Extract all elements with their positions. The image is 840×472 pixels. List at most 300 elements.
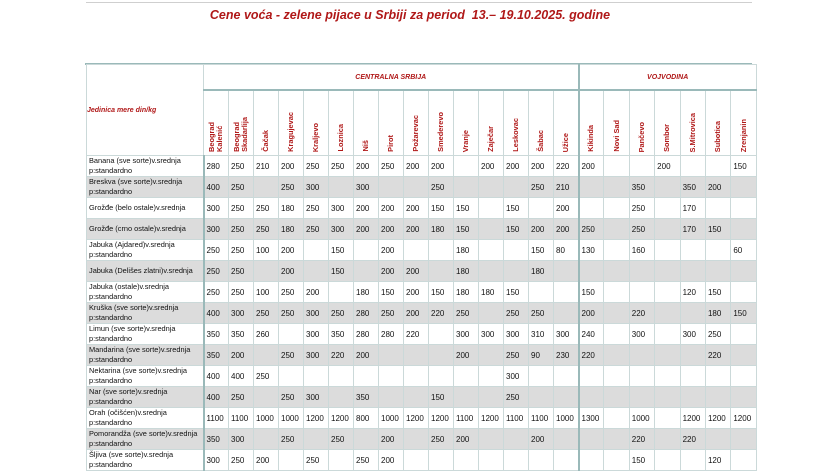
- price-cell: 1200: [479, 408, 504, 429]
- price-cell: [454, 366, 479, 387]
- price-cell: [655, 240, 680, 261]
- price-table: [86, 64, 757, 471]
- price-cell: 1100: [454, 408, 479, 429]
- price-cell: [404, 429, 429, 450]
- price-cell: 1200: [705, 408, 730, 429]
- city-header-label: Subotica: [713, 120, 723, 152]
- price-cell: 240: [579, 324, 604, 345]
- price-cell: 200: [554, 219, 579, 240]
- price-cell: 230: [554, 345, 579, 366]
- price-cell: [329, 366, 354, 387]
- price-cell: [554, 303, 579, 324]
- city-header: [705, 90, 730, 156]
- price-cell: 250: [304, 198, 329, 219]
- price-cell: [731, 450, 756, 471]
- price-cell: 1000: [279, 408, 304, 429]
- table-row: [87, 282, 757, 303]
- price-cell: 250: [279, 345, 304, 366]
- price-cell: [254, 177, 279, 198]
- price-cell: 1100: [504, 408, 529, 429]
- price-cell: 300: [204, 219, 229, 240]
- price-cell: 200: [454, 429, 479, 450]
- price-cell: 100: [254, 240, 279, 261]
- price-cell: [655, 408, 680, 429]
- price-cell: [304, 261, 329, 282]
- price-cell: [529, 366, 554, 387]
- city-header: [204, 90, 229, 156]
- table-row: [87, 324, 757, 345]
- product-label: Banana (sve sorte)v.srednja p:standardno: [87, 156, 204, 177]
- price-cell: 280: [354, 324, 379, 345]
- price-cell: 130: [579, 240, 604, 261]
- price-cell: 400: [204, 177, 229, 198]
- price-cell: [705, 261, 730, 282]
- price-cell: 200: [554, 198, 579, 219]
- price-cell: [680, 156, 705, 177]
- price-cell: 180: [705, 303, 730, 324]
- price-cell: 180: [279, 219, 304, 240]
- city-header: [629, 90, 654, 156]
- price-cell: [404, 387, 429, 408]
- price-cell: 300: [479, 324, 504, 345]
- price-cell: [504, 261, 529, 282]
- price-cell: [404, 366, 429, 387]
- price-cell: 150: [504, 282, 529, 303]
- product-label: Grožđe (belo ostale)v.srednja: [87, 198, 204, 219]
- price-cell: [504, 429, 529, 450]
- price-cell: 350: [329, 324, 354, 345]
- price-cell: 250: [204, 240, 229, 261]
- price-cell: 1000: [254, 408, 279, 429]
- price-cell: [504, 240, 529, 261]
- price-cell: 300: [504, 324, 529, 345]
- price-cell: [429, 324, 454, 345]
- city-header-label: Sombor: [662, 124, 672, 152]
- price-cell: 200: [254, 450, 279, 471]
- price-cell: [604, 198, 629, 219]
- price-cell: 220: [579, 345, 604, 366]
- price-cell: [254, 387, 279, 408]
- price-cell: [479, 387, 504, 408]
- price-cell: 180: [454, 282, 479, 303]
- price-cell: 280: [379, 324, 404, 345]
- city-header: [731, 90, 756, 156]
- price-cell: [304, 366, 329, 387]
- city-header-label: Kraljevo: [311, 122, 320, 152]
- price-cell: 210: [554, 177, 579, 198]
- price-cell: 200: [379, 429, 404, 450]
- price-cell: [731, 261, 756, 282]
- price-cell: 80: [554, 240, 579, 261]
- price-cell: [579, 450, 604, 471]
- price-cell: 250: [254, 303, 279, 324]
- price-cell: 300: [204, 198, 229, 219]
- price-cell: 150: [529, 240, 554, 261]
- product-label: Šljiva (sve sorte)v.srednja p:standardno: [87, 450, 204, 471]
- product-label: Jabuka (Ajdared)v.srednja p:standardno: [87, 240, 204, 261]
- price-cell: 200: [404, 303, 429, 324]
- region-header-central: CENTRALNA SRBIJA: [204, 65, 579, 91]
- price-cell: [479, 219, 504, 240]
- price-cell: [379, 345, 404, 366]
- price-cell: 250: [229, 156, 254, 177]
- city-header: [604, 90, 629, 156]
- price-cell: [705, 387, 730, 408]
- price-cell: [554, 429, 579, 450]
- price-cell: [279, 366, 304, 387]
- price-cell: 150: [705, 219, 730, 240]
- price-cell: [354, 429, 379, 450]
- price-cell: [404, 177, 429, 198]
- price-cell: 250: [504, 387, 529, 408]
- price-cell: 200: [529, 429, 554, 450]
- price-cell: [604, 282, 629, 303]
- city-header-label: Beograd Skadarlija: [232, 117, 249, 152]
- price-cell: [554, 261, 579, 282]
- price-cell: [429, 240, 454, 261]
- price-cell: 1000: [629, 408, 654, 429]
- price-cell: [655, 303, 680, 324]
- price-cell: 180: [529, 261, 554, 282]
- price-cell: [680, 303, 705, 324]
- table-row: [87, 429, 757, 450]
- table-row: [87, 387, 757, 408]
- price-cell: [629, 261, 654, 282]
- price-cell: 250: [329, 156, 354, 177]
- city-header-label: Pančevo: [636, 121, 646, 152]
- price-cell: 180: [454, 261, 479, 282]
- price-cell: 150: [329, 261, 354, 282]
- price-cell: 300: [354, 177, 379, 198]
- price-cell: 200: [655, 156, 680, 177]
- price-cell: 300: [304, 324, 329, 345]
- price-cell: 250: [279, 429, 304, 450]
- price-cell: 200: [379, 261, 404, 282]
- price-cell: 300: [629, 324, 654, 345]
- price-cell: [705, 429, 730, 450]
- price-cell: 200: [579, 156, 604, 177]
- price-cell: [731, 366, 756, 387]
- price-cell: 200: [354, 198, 379, 219]
- price-cell: 1200: [329, 408, 354, 429]
- price-cell: 150: [454, 219, 479, 240]
- price-cell: [680, 366, 705, 387]
- price-cell: [304, 240, 329, 261]
- price-cell: 250: [529, 177, 554, 198]
- price-cell: 170: [680, 219, 705, 240]
- price-cell: 220: [629, 303, 654, 324]
- price-cell: [629, 345, 654, 366]
- price-cell: [705, 198, 730, 219]
- price-cell: [705, 366, 730, 387]
- price-cell: 250: [229, 240, 254, 261]
- price-cell: 180: [454, 240, 479, 261]
- price-cell: [604, 450, 629, 471]
- price-cell: [379, 177, 404, 198]
- price-cell: 300: [304, 387, 329, 408]
- price-cell: 120: [680, 282, 705, 303]
- price-cell: [579, 387, 604, 408]
- price-cell: 300: [204, 450, 229, 471]
- price-cell: 350: [204, 429, 229, 450]
- price-cell: 1100: [529, 408, 554, 429]
- city-header: [655, 90, 680, 156]
- price-cell: [554, 282, 579, 303]
- price-cell: 300: [454, 324, 479, 345]
- price-cell: [479, 450, 504, 471]
- price-cell: [705, 156, 730, 177]
- price-cell: [731, 429, 756, 450]
- price-cell: [529, 198, 554, 219]
- price-cell: 150: [504, 219, 529, 240]
- price-cell: [329, 282, 354, 303]
- price-cell: 250: [354, 450, 379, 471]
- price-cell: 200: [279, 240, 304, 261]
- price-cell: 200: [354, 156, 379, 177]
- table-row: [87, 156, 757, 177]
- price-cell: 1200: [680, 408, 705, 429]
- price-cell: 300: [504, 366, 529, 387]
- price-cell: 250: [229, 261, 254, 282]
- price-cell: [680, 345, 705, 366]
- price-cell: [279, 450, 304, 471]
- price-cell: 250: [629, 219, 654, 240]
- price-cell: [329, 387, 354, 408]
- price-cell: 250: [504, 303, 529, 324]
- price-cell: 250: [454, 303, 479, 324]
- price-cell: 150: [454, 198, 479, 219]
- price-cell: [404, 240, 429, 261]
- price-cell: [604, 156, 629, 177]
- price-cell: 400: [204, 366, 229, 387]
- price-cell: 1100: [229, 408, 254, 429]
- price-cell: [604, 387, 629, 408]
- price-cell: [604, 366, 629, 387]
- price-cell: 200: [479, 156, 504, 177]
- price-cell: 150: [379, 282, 404, 303]
- price-cell: [304, 429, 329, 450]
- price-cell: [404, 345, 429, 366]
- price-cell: [479, 261, 504, 282]
- price-cell: 250: [254, 366, 279, 387]
- price-cell: 250: [204, 261, 229, 282]
- price-cell: 200: [529, 156, 554, 177]
- table-row: [87, 240, 757, 261]
- city-header-label: Beograd Kalenić: [207, 122, 224, 152]
- price-cell: 200: [279, 261, 304, 282]
- product-label: Limun (sve sorte)v.srednja p:standardno: [87, 324, 204, 345]
- price-cell: [279, 324, 304, 345]
- price-cell: 220: [404, 324, 429, 345]
- price-cell: 200: [454, 345, 479, 366]
- price-cell: 60: [731, 240, 756, 261]
- price-cell: 210: [254, 156, 279, 177]
- price-cell: [579, 366, 604, 387]
- price-cell: [479, 366, 504, 387]
- price-cell: [429, 345, 454, 366]
- city-header-label: Smederevo: [436, 112, 445, 152]
- price-cell: [254, 345, 279, 366]
- price-cell: 150: [629, 450, 654, 471]
- price-cell: [604, 429, 629, 450]
- product-label: Nektarina (sve sorte)v.srednja p:standardno: [87, 366, 204, 387]
- city-header-label: Kragujevac: [286, 112, 295, 152]
- product-label: Pomorandža (sve sorte)v.srednja p:standardno: [87, 429, 204, 450]
- price-cell: 400: [204, 387, 229, 408]
- price-cell: [655, 366, 680, 387]
- price-cell: [504, 450, 529, 471]
- city-header: [354, 90, 379, 156]
- price-cell: 150: [429, 282, 454, 303]
- city-header: [379, 90, 404, 156]
- price-cell: 250: [229, 282, 254, 303]
- price-cell: 300: [329, 219, 354, 240]
- price-cell: [554, 450, 579, 471]
- price-cell: 150: [731, 303, 756, 324]
- city-header-label: Loznica: [336, 124, 345, 152]
- price-cell: 350: [204, 345, 229, 366]
- city-header-label: S.Mitrovica: [687, 112, 697, 152]
- price-cell: 250: [304, 156, 329, 177]
- price-cell: [680, 240, 705, 261]
- table-row: [87, 345, 757, 366]
- price-cell: 250: [429, 177, 454, 198]
- price-cell: 150: [705, 282, 730, 303]
- price-cell: 250: [254, 219, 279, 240]
- price-cell: [680, 261, 705, 282]
- city-header: [529, 90, 554, 156]
- price-cell: 350: [629, 177, 654, 198]
- price-cell: 220: [429, 303, 454, 324]
- price-cell: [680, 450, 705, 471]
- price-cell: 180: [429, 219, 454, 240]
- price-cell: 250: [279, 387, 304, 408]
- price-cell: 200: [379, 450, 404, 471]
- price-cell: 250: [279, 282, 304, 303]
- price-cell: 250: [229, 219, 254, 240]
- price-cell: [479, 198, 504, 219]
- price-cell: 1100: [204, 408, 229, 429]
- price-cell: 1200: [404, 408, 429, 429]
- price-cell: 180: [479, 282, 504, 303]
- price-cell: [629, 387, 654, 408]
- price-cell: [354, 261, 379, 282]
- price-cell: [705, 240, 730, 261]
- table-row: [87, 198, 757, 219]
- price-cell: [529, 450, 554, 471]
- price-cell: 250: [329, 429, 354, 450]
- price-cell: [454, 177, 479, 198]
- price-cell: [379, 366, 404, 387]
- table-row: [87, 303, 757, 324]
- city-header: [579, 90, 604, 156]
- price-cell: 200: [229, 345, 254, 366]
- price-cell: 280: [354, 303, 379, 324]
- price-cell: [655, 429, 680, 450]
- price-cell: 300: [554, 324, 579, 345]
- city-header: [304, 90, 329, 156]
- price-cell: [655, 261, 680, 282]
- price-cell: [629, 156, 654, 177]
- price-cell: 150: [504, 198, 529, 219]
- price-cell: [579, 177, 604, 198]
- price-cell: 250: [504, 345, 529, 366]
- price-cell: [579, 261, 604, 282]
- city-header: [479, 90, 504, 156]
- price-cell: [429, 366, 454, 387]
- price-cell: 160: [629, 240, 654, 261]
- price-cell: [655, 177, 680, 198]
- price-cell: 300: [304, 177, 329, 198]
- price-cell: [329, 450, 354, 471]
- city-header: [279, 90, 304, 156]
- price-cell: 250: [379, 303, 404, 324]
- price-cell: 220: [329, 345, 354, 366]
- price-cell: 260: [254, 324, 279, 345]
- table-row: [87, 177, 757, 198]
- price-cell: 200: [354, 345, 379, 366]
- city-header-label: Leskovac: [511, 118, 520, 152]
- price-cell: 300: [304, 345, 329, 366]
- price-cell: 250: [279, 177, 304, 198]
- price-cell: 200: [304, 282, 329, 303]
- city-header: [254, 90, 279, 156]
- price-cell: [454, 387, 479, 408]
- price-cell: [504, 177, 529, 198]
- price-cell: [604, 324, 629, 345]
- product-label: Orah (očišćen)v.srednja p:standardno: [87, 408, 204, 429]
- price-cell: 200: [404, 261, 429, 282]
- price-cell: 1200: [429, 408, 454, 429]
- city-header: [680, 90, 705, 156]
- price-cell: [479, 345, 504, 366]
- price-cell: 250: [579, 219, 604, 240]
- price-cell: [680, 387, 705, 408]
- price-cell: [731, 198, 756, 219]
- price-cell: 1000: [379, 408, 404, 429]
- price-cell: 200: [379, 240, 404, 261]
- price-cell: 250: [204, 282, 229, 303]
- price-cell: [354, 366, 379, 387]
- price-cell: 250: [229, 387, 254, 408]
- price-cell: [554, 366, 579, 387]
- city-header-label: Užice: [560, 132, 570, 152]
- price-cell: 150: [429, 198, 454, 219]
- price-cell: [731, 324, 756, 345]
- price-cell: 250: [229, 450, 254, 471]
- city-header: [229, 90, 254, 156]
- price-cell: [655, 198, 680, 219]
- city-header-label: Niš: [361, 140, 370, 152]
- price-cell: [604, 345, 629, 366]
- price-cell: [655, 219, 680, 240]
- price-cell: [604, 240, 629, 261]
- price-cell: 250: [529, 303, 554, 324]
- city-header-label: Šabac: [536, 130, 545, 152]
- price-cell: 400: [204, 303, 229, 324]
- price-cell: [479, 240, 504, 261]
- price-cell: 200: [579, 303, 604, 324]
- table-row: [87, 450, 757, 471]
- top-rule: [86, 2, 752, 3]
- city-header: [504, 90, 529, 156]
- price-cell: [629, 366, 654, 387]
- price-cell: [429, 261, 454, 282]
- city-header-label: Pirot: [386, 135, 395, 152]
- price-cell: 300: [229, 303, 254, 324]
- price-cell: 800: [354, 408, 379, 429]
- price-cell: 1200: [731, 408, 756, 429]
